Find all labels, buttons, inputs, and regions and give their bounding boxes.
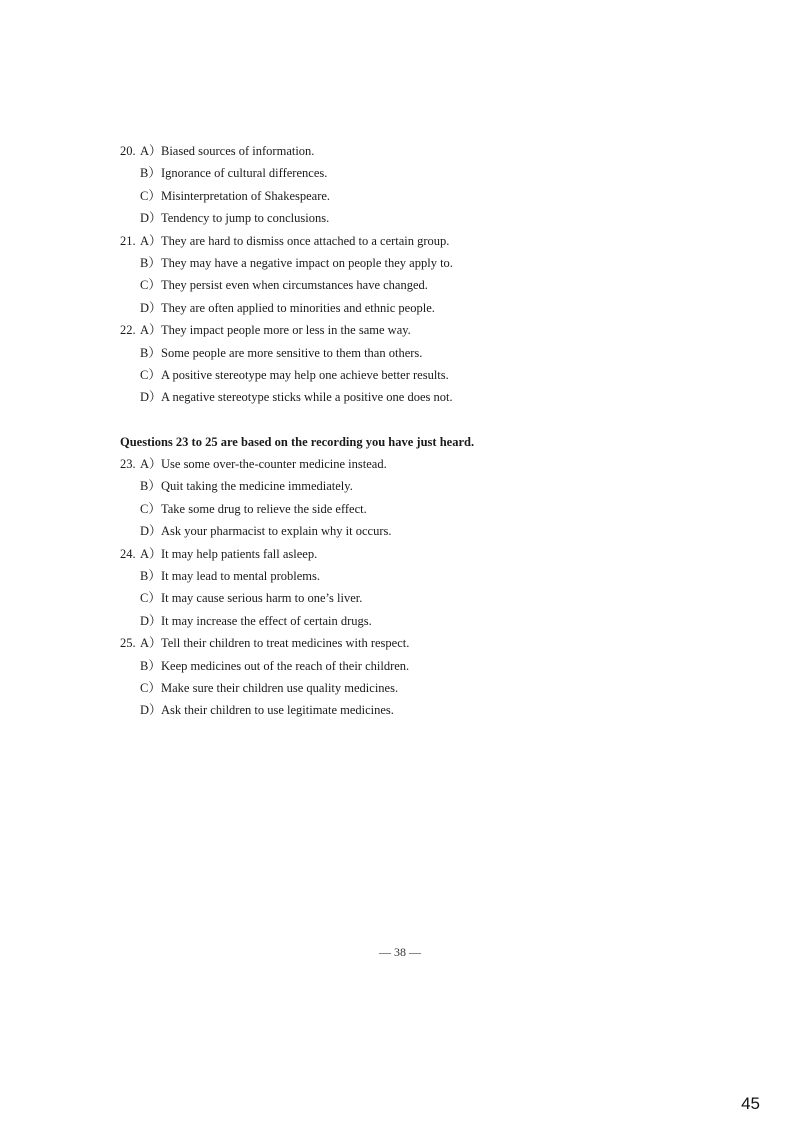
question-23-option-d [120,520,720,542]
question-content [120,140,720,722]
option-text: It may increase the effect of certain drugs. [161,613,372,628]
option-text: Quit taking the medicine immediately. [161,479,353,494]
option-letter: A） [140,546,162,561]
question-25-option-d [120,699,720,721]
question-24-option-c [120,587,720,609]
option-letter: C） [140,680,161,695]
option-text: It may cause serious harm to one’s liver. [161,591,363,606]
question-number: 24. [120,546,136,561]
option-text: Keep medicines out of the reach of their children. [161,658,410,673]
question-24-option-b [120,565,720,587]
question-24-option-d [120,610,720,632]
option-letter: B） [140,658,161,673]
option-text: Use some over-the-counter medicine instead. [161,457,387,472]
option-text: Tell their children to treat medicines with respect. [161,636,410,651]
option-text: Tendency to jump to conclusions. [161,211,330,226]
option-text: It may help patients fall asleep. [161,546,318,561]
option-letter: C） [140,501,161,516]
option-text: It may lead to mental problems. [161,569,320,584]
question-22-option-b [120,342,720,364]
question-23-option-b [120,475,720,497]
question-23-option-a [120,453,720,475]
option-letter: A） [140,233,162,248]
option-letter: C） [140,367,161,382]
option-letter: D） [140,390,162,405]
option-letter: D） [140,613,162,628]
question-number: 23. [120,457,136,472]
option-text: They are often applied to minorities and ethnic people. [161,300,435,315]
option-letter: B） [140,166,161,181]
option-letter: A） [140,457,162,472]
question-number: 22. [120,323,136,338]
option-text: They may have a negative impact on people they apply to. [161,255,453,270]
question-number: 20. [120,144,136,158]
question-25-option-a [120,632,720,654]
option-text: Some people are more sensitive to them than others. [161,345,423,360]
option-text: Ask their children to use legitimate medicines. [161,703,394,718]
question-24-option-a [120,543,720,565]
option-letter: D） [140,524,162,539]
question-22-option-d [120,386,720,408]
option-letter: D） [140,703,162,718]
option-text: Take some drug to relieve the side effect. [161,501,367,516]
question-21-option-a [120,230,720,252]
option-text: Misinterpretation of Shakespeare. [161,188,331,203]
option-letter: C） [140,188,161,203]
option-letter: B） [140,479,161,494]
question-23-option-c [120,498,720,520]
option-letter: B） [140,345,161,360]
option-text: A positive stereotype may help one achieve better results. [161,367,449,382]
question-22-option-a [120,319,720,341]
question-21-option-d [120,297,720,319]
option-letter: A） [140,636,162,651]
option-letter: B） [140,255,161,270]
option-text: They are hard to dismiss once attached to a certain group. [161,233,450,248]
question-20-option-d [120,207,720,229]
option-letter: C） [140,591,161,606]
question-20-option-c [120,185,720,207]
question-25-option-b [120,655,720,677]
question-20-option-a [120,140,720,162]
option-text: Biased sources of information. [161,144,315,158]
option-letter: B） [140,569,161,584]
question-22-option-c [120,364,720,386]
question-20-option-b [120,162,720,184]
question-25-option-c [120,677,720,699]
option-text: They persist even when circumstances have changed. [161,278,428,293]
page-number-footer: — 38 — [379,945,421,959]
option-text: A negative stereotype sticks while a positive one does not. [161,390,453,405]
option-text: They impact people more or less in the same way. [161,323,411,338]
option-text: Make sure their children use quality medicines. [161,680,399,695]
option-letter: D） [140,211,162,226]
option-text: Ignorance of cultural differences. [161,166,328,181]
question-number: 21. [120,233,136,248]
question-21-option-c [120,274,720,296]
option-letter: D） [140,300,162,315]
question-number: 25. [120,636,136,651]
option-letter: A） [140,144,162,158]
question-21-option-b [120,252,720,274]
option-letter: C） [140,278,161,293]
section-heading: Questions 23 to 25 are based on the recording you have just heard. [120,434,475,449]
option-text: Ask your pharmacist to explain why it occurs. [161,524,392,539]
option-letter: A） [140,323,162,338]
scan-page-number: 45 [741,1094,760,1113]
